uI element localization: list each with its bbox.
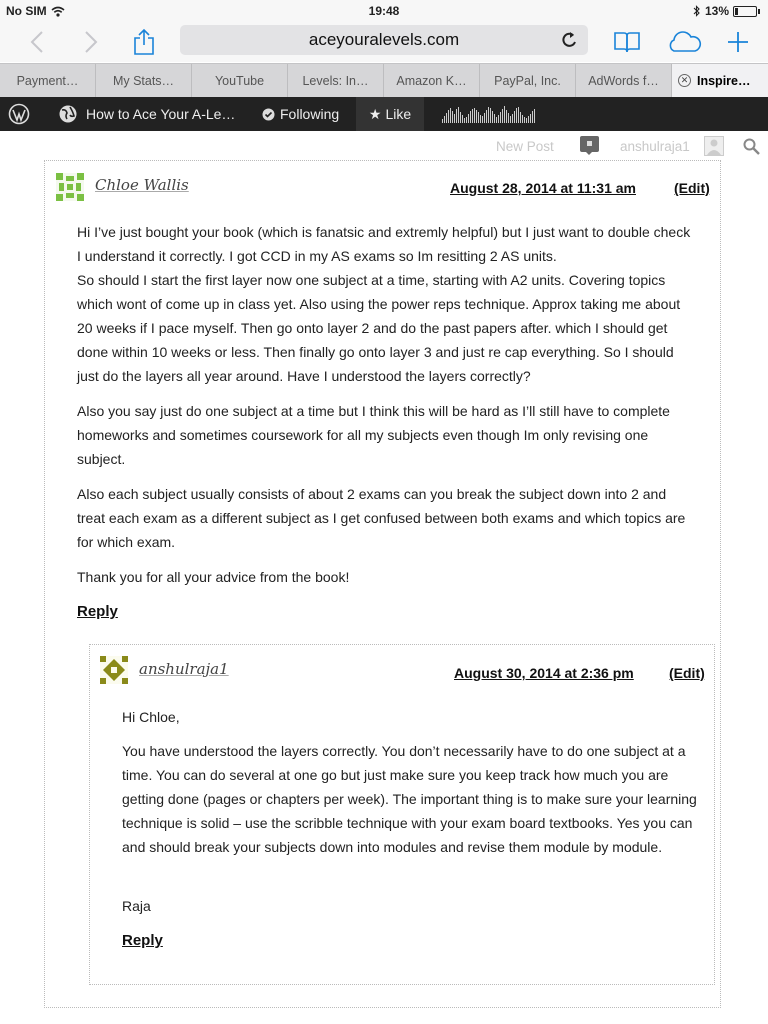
sparkline-bar: [496, 117, 497, 123]
sparkline-bar: [484, 113, 485, 123]
sub-bar: [0, 131, 768, 161]
username-link[interactable]: anshulraja1: [620, 139, 690, 154]
comment-paragraph: Thank you for all your advice from the book!: [77, 569, 350, 585]
battery-icon: [733, 6, 757, 17]
status-bar: [0, 0, 768, 22]
reload-icon[interactable]: [560, 29, 580, 51]
sparkline-bar: [510, 116, 511, 123]
reply-author[interactable]: anshulraja1: [139, 660, 229, 678]
sparkline-bar: [520, 112, 521, 123]
check-icon: [262, 108, 275, 121]
sparkline-bar: [504, 106, 505, 123]
comment-date-link[interactable]: August 28, 2014 at 11:31 am: [450, 180, 636, 196]
avatar: [100, 656, 128, 684]
clock: 19:48: [368, 4, 400, 18]
sparkline-bar: [450, 108, 451, 123]
sparkline-bar: [534, 109, 535, 123]
book-icon: [613, 31, 641, 53]
tab-paypal[interactable]: PayPal, Inc.: [480, 64, 576, 97]
site-title: How to Ace Your A-Le…: [86, 106, 236, 122]
sparkline-bar: [492, 111, 493, 123]
sparkline-bar: [472, 109, 473, 123]
sparkline-bar: [522, 115, 523, 123]
sparkline-bar: [526, 118, 527, 123]
sparkline-bar: [468, 114, 469, 123]
comment-paragraph: Hi I’ve just bought your book (which is fanatsic and extremly helpful) but I just want to double check I understand it correctly. I got CCD in my AS exams so Im resitting 2 AS units. So should I start the first layer now one subject at a time, starting with A2 units. Covering topics which wont of come up in class yet. Also using the power reps technique. Approx taking me about 20 weeks if I pace myself. Then go onto layer 2 and do the past papers after. which I should get done within 10 weeks or less. Then finally go onto layer 3 and just re cap everything. So I should just do the layers all year around. Have I understood the layers correctly?: [77, 224, 691, 384]
sparkline-bar: [480, 115, 481, 123]
sparkline-bar: [456, 109, 457, 123]
sparkline-bar: [442, 119, 443, 123]
bookmarks-button[interactable]: [611, 22, 643, 62]
edit-link[interactable]: (Edit): [674, 180, 710, 196]
back-button[interactable]: [22, 22, 52, 62]
sparkline-bar: [514, 111, 515, 123]
sparkline-bar: [448, 110, 449, 123]
bluetooth-icon: [693, 5, 701, 17]
sparkline-bar: [474, 108, 475, 123]
sparkline-bar: [500, 112, 501, 123]
globe-icon: [58, 104, 78, 124]
sparkline-bar: [482, 116, 483, 123]
tab-bar: [0, 63, 768, 97]
tab-payment[interactable]: Payment…: [0, 64, 96, 97]
sparkline-bar: [486, 110, 487, 123]
sparkline-bar: [498, 115, 499, 123]
share-button[interactable]: [128, 22, 160, 62]
like-button[interactable]: [356, 97, 424, 131]
search-icon[interactable]: [743, 138, 760, 155]
forward-button[interactable]: [76, 22, 106, 62]
person-icon: [705, 137, 723, 155]
chevron-left-icon: [30, 31, 44, 53]
wordpress-admin-bar: [0, 97, 768, 131]
sparkline-bar: [454, 114, 455, 123]
comment-paragraph: Also each subject usually consists of about 2 exams can you break the subject down into 2 and treat each exam as a different subject as I get confused between both exams and which topics are for which exam.: [77, 486, 686, 550]
like-label: Like: [385, 106, 412, 122]
cloud-icon: [666, 31, 702, 53]
url-text: aceyouralevels.com: [308, 30, 460, 49]
tab-adwords[interactable]: AdWords f…: [576, 64, 672, 97]
reply-paragraph: Raja: [122, 898, 151, 914]
sparkline-bar: [458, 107, 459, 123]
sparkline-bar: [518, 107, 519, 123]
sparkline-bar: [446, 113, 447, 123]
star-icon: ★: [368, 105, 382, 122]
reply-button[interactable]: Reply: [77, 603, 118, 620]
reply-button[interactable]: Reply: [122, 932, 163, 949]
tab-levels[interactable]: Levels: In…: [288, 64, 384, 97]
sparkline-bar: [470, 111, 471, 123]
sparkline-bar: [494, 114, 495, 123]
chevron-right-icon: [84, 31, 98, 53]
sparkline-bar: [508, 113, 509, 123]
user-avatar[interactable]: [704, 136, 724, 156]
notification-icon[interactable]: [580, 136, 599, 155]
tab-inspire[interactable]: ✕ Inspire…: [672, 64, 768, 97]
battery-percent: 13%: [704, 4, 729, 18]
sparkline-bar: [452, 111, 453, 123]
sparkline-bar: [512, 114, 513, 123]
sparkline-bar: [460, 112, 461, 123]
tab-my-stats[interactable]: My Stats…: [96, 64, 192, 97]
sparkline-bar: [476, 110, 477, 123]
plus-icon: [726, 30, 750, 54]
sparkline-bar: [524, 117, 525, 123]
sparkline-bar: [478, 112, 479, 123]
sparkline-bar: [488, 107, 489, 123]
close-icon[interactable]: ✕: [678, 74, 691, 87]
browser-toolbar: [0, 22, 768, 62]
sparkline-bar: [516, 108, 517, 123]
icloud-tabs-button[interactable]: [664, 22, 704, 62]
sparkline-bar: [502, 109, 503, 123]
reply-paragraph: Hi Chloe,: [122, 709, 180, 725]
sparkline-bar: [490, 108, 491, 123]
carrier-label: No SIM: [6, 4, 47, 18]
stats-sparkline[interactable]: [442, 105, 535, 123]
comment-author[interactable]: Chloe Wallis: [95, 176, 189, 194]
site-menu[interactable]: [58, 97, 235, 131]
sparkline-bar: [462, 115, 463, 123]
reply-paragraph: You have understood the layers correctly. You don’t necessarily have to do one subject at a time. You can do several at one go but just make sure you keep track how much you are getting done (pages or chapters per week). The important thing is to make sure your learning technique is solid – use the scribble technique with your exam board textbooks. Yes you can and should break your subjects down into modules and revise them module by module.: [122, 743, 697, 855]
sparkline-bar: [506, 110, 507, 123]
address-bar[interactable]: [180, 25, 588, 55]
reply-date-link[interactable]: August 30, 2014 at 2:36 pm: [454, 665, 634, 681]
wordpress-menu[interactable]: [8, 97, 30, 131]
following-label: Following: [280, 106, 340, 122]
new-tab-button[interactable]: [722, 22, 754, 62]
share-icon: [132, 28, 156, 56]
edit-link[interactable]: (Edit): [669, 665, 705, 681]
sparkline-bar: [528, 116, 529, 123]
sparkline-bar: [532, 111, 533, 123]
following-button[interactable]: [262, 97, 339, 131]
sparkline-bar: [464, 118, 465, 123]
sparkline-bar: [530, 114, 531, 123]
tab-youtube[interactable]: YouTube: [192, 64, 288, 97]
new-post-link[interactable]: New Post: [496, 139, 554, 154]
sparkline-bar: [444, 116, 445, 123]
avatar: [56, 173, 84, 201]
tab-amazon[interactable]: Amazon K…: [384, 64, 480, 97]
comment-paragraph: Also you say just do one subject at a time but I think this will be hard as I’ll still have to complete homeworks and sometimes coursework for all my subjects even though Im only revising one subject.: [77, 403, 670, 467]
sparkline-bar: [466, 117, 467, 123]
wordpress-logo-icon: [8, 103, 30, 125]
